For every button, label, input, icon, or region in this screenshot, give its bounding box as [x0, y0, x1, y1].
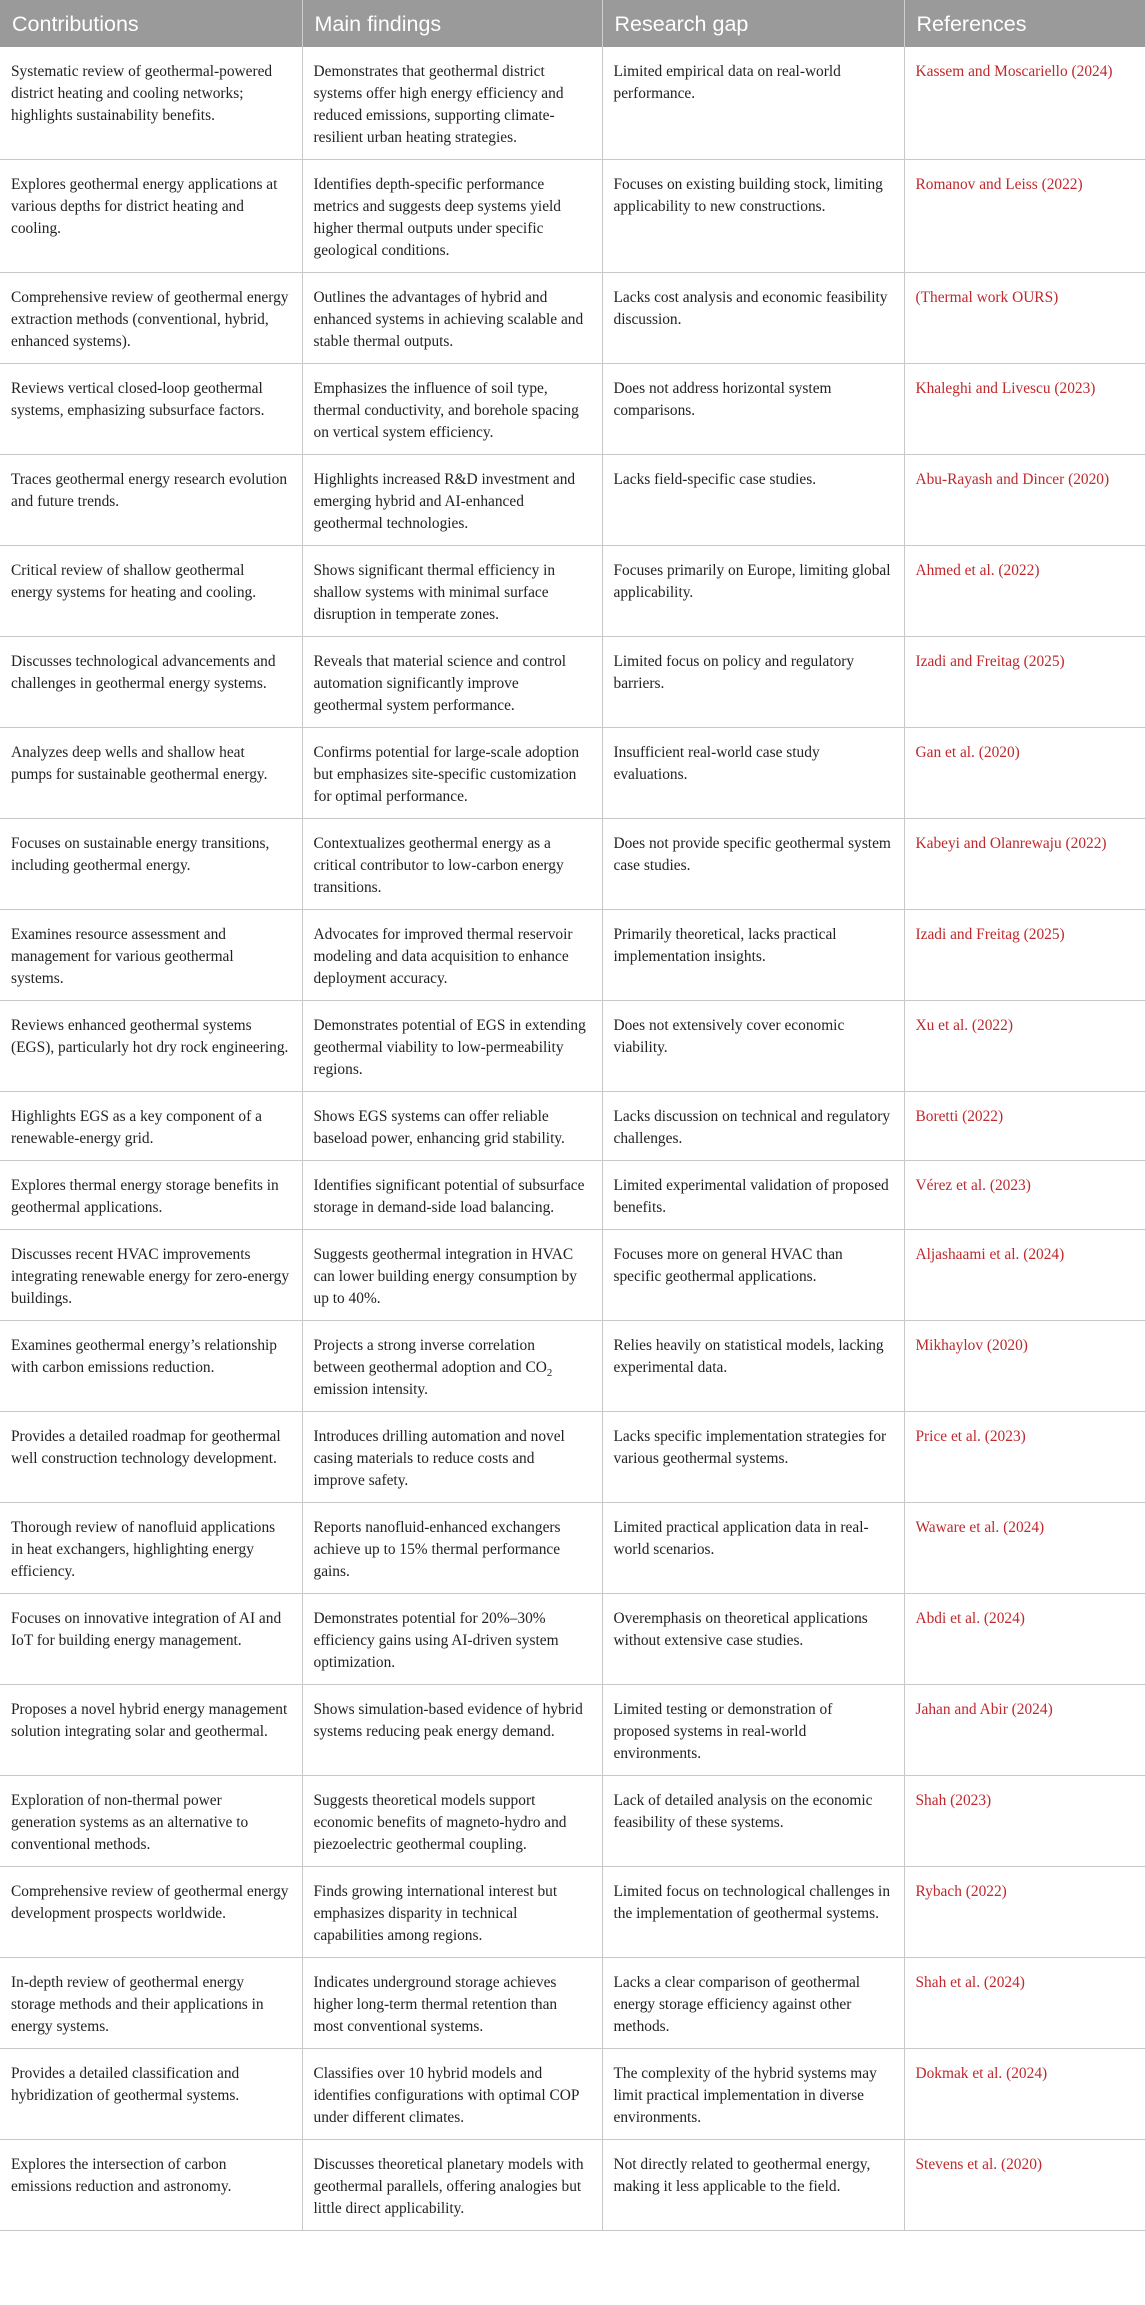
contribution-cell: Exploration of non-thermal power generation systems as an alternative to conventional methods.	[0, 1776, 302, 1867]
research-gap-cell: Insufficient real-world case study evaluations.	[602, 728, 904, 819]
research-gap-cell: Limited practical application data in real-world scenarios.	[602, 1503, 904, 1594]
research-gap-cell: Lacks cost analysis and economic feasibility discussion.	[602, 273, 904, 364]
table-row	[0, 1161, 1145, 1230]
research-gap-cell: Lacks field-specific case studies.	[602, 455, 904, 546]
header-references: References	[904, 0, 1145, 47]
table-row	[0, 2140, 1145, 2231]
reference-link[interactable]: Abu-Rayash and Dincer (2020)	[904, 455, 1145, 546]
research-gap-cell: Focuses on existing building stock, limiting applicability to new constructions.	[602, 160, 904, 273]
main-finding-cell: Demonstrates that geothermal district systems offer high energy efficiency and reduced emissions, supporting climate-resilient urban heating strategies.	[302, 47, 602, 160]
reference-link[interactable]: Stevens et al. (2020)	[904, 2140, 1145, 2231]
table-row	[0, 1867, 1145, 1958]
contribution-cell: Examines geothermal energy’s relationship with carbon emissions reduction.	[0, 1321, 302, 1412]
main-finding-cell: Discusses theoretical planetary models with geothermal parallels, offering analogies but little direct applicability.	[302, 2140, 602, 2231]
main-finding-cell: Introduces drilling automation and novel casing materials to reduce costs and improve safety.	[302, 1412, 602, 1503]
research-gap-cell: Lacks specific implementation strategies for various geothermal systems.	[602, 1412, 904, 1503]
table-row	[0, 1001, 1145, 1092]
main-finding-cell: Identifies depth-specific performance metrics and suggests deep systems yield higher thermal outputs under specific geological conditions.	[302, 160, 602, 273]
table-row	[0, 273, 1145, 364]
main-finding-cell: Suggests geothermal integration in HVAC can lower building energy consumption by up to 40%.	[302, 1230, 602, 1321]
table-header	[0, 0, 1145, 47]
header-main-findings: Main findings	[302, 0, 602, 47]
reference-link[interactable]: (Thermal work OURS)	[904, 273, 1145, 364]
table-row	[0, 47, 1145, 160]
reference-link[interactable]: Vérez et al. (2023)	[904, 1161, 1145, 1230]
research-gap-cell: Overemphasis on theoretical applications without extensive case studies.	[602, 1594, 904, 1685]
table-row	[0, 1776, 1145, 1867]
research-gap-cell: Does not extensively cover economic viability.	[602, 1001, 904, 1092]
research-gap-cell: Does not address horizontal system comparisons.	[602, 364, 904, 455]
main-finding-cell: Emphasizes the influence of soil type, thermal conductivity, and borehole spacing on vertical system efficiency.	[302, 364, 602, 455]
reference-link[interactable]: Kassem and Moscariello (2024)	[904, 47, 1145, 160]
main-finding-cell: Projects a strong inverse correlation between geothermal adoption and $CO_2$ emission intensity.	[302, 1321, 602, 1412]
research-gap-cell: Limited focus on technological challenges in the implementation of geothermal systems.	[602, 1867, 904, 1958]
table-row	[0, 546, 1145, 637]
contribution-cell: Provides a detailed roadmap for geothermal well construction technology development.	[0, 1412, 302, 1503]
main-finding-cell: Classifies over 10 hybrid models and identifies configurations with optimal COP under different climates.	[302, 2049, 602, 2140]
contribution-cell: Explores geothermal energy applications at various depths for district heating and cooling.	[0, 160, 302, 273]
contribution-cell: Comprehensive review of geothermal energy extraction methods (conventional, hybrid, enhanced systems).	[0, 273, 302, 364]
table-row	[0, 1503, 1145, 1594]
reference-link[interactable]: Xu et al. (2022)	[904, 1001, 1145, 1092]
research-gap-cell: Relies heavily on statistical models, lacking experimental data.	[602, 1321, 904, 1412]
reference-link[interactable]: Kabeyi and Olanrewaju (2022)	[904, 819, 1145, 910]
table-row	[0, 1958, 1145, 2049]
reference-link[interactable]: Aljashaami et al. (2024)	[904, 1230, 1145, 1321]
contribution-cell: In-depth review of geothermal energy storage methods and their applications in energy systems.	[0, 1958, 302, 2049]
reference-link[interactable]: Abdi et al. (2024)	[904, 1594, 1145, 1685]
research-gap-cell: Primarily theoretical, lacks practical implementation insights.	[602, 910, 904, 1001]
reference-link[interactable]: Waware et al. (2024)	[904, 1503, 1145, 1594]
reference-link[interactable]: Romanov and Leiss (2022)	[904, 160, 1145, 273]
contribution-cell: Explores thermal energy storage benefits in geothermal applications.	[0, 1161, 302, 1230]
main-finding-cell: Finds growing international interest but emphasizes disparity in technical capabilities among regions.	[302, 1867, 602, 1958]
contribution-cell: Proposes a novel hybrid energy management solution integrating solar and geothermal.	[0, 1685, 302, 1776]
reference-link[interactable]: Price et al. (2023)	[904, 1412, 1145, 1503]
contribution-cell: Focuses on sustainable energy transitions, including geothermal energy.	[0, 819, 302, 910]
reference-link[interactable]: Khaleghi and Livescu (2023)	[904, 364, 1145, 455]
reference-link[interactable]: Rybach (2022)	[904, 1867, 1145, 1958]
main-finding-cell: Indicates underground storage achieves higher long-term thermal retention than most conventional systems.	[302, 1958, 602, 2049]
contribution-cell: Traces geothermal energy research evolution and future trends.	[0, 455, 302, 546]
contribution-cell: Examines resource assessment and management for various geothermal systems.	[0, 910, 302, 1001]
table-row	[0, 637, 1145, 728]
table-row	[0, 910, 1145, 1001]
main-finding-cell: Highlights increased R&D investment and emerging hybrid and AI-enhanced geothermal technologies.	[302, 455, 602, 546]
table-row	[0, 728, 1145, 819]
contribution-cell: Reviews enhanced geothermal systems (EGS), particularly hot dry rock engineering.	[0, 1001, 302, 1092]
research-gap-cell: Focuses more on general HVAC than specific geothermal applications.	[602, 1230, 904, 1321]
main-finding-cell: Advocates for improved thermal reservoir modeling and data acquisition to enhance deployment accuracy.	[302, 910, 602, 1001]
reference-link[interactable]: Boretti (2022)	[904, 1092, 1145, 1161]
research-gap-cell: Lacks a clear comparison of geothermal energy storage efficiency against other methods.	[602, 1958, 904, 2049]
main-finding-cell: Demonstrates potential for 20%–30% efficiency gains using AI-driven system optimization.	[302, 1594, 602, 1685]
main-finding-cell: Reports nanofluid-enhanced exchangers achieve up to 15% thermal performance gains.	[302, 1503, 602, 1594]
main-finding-cell: Identifies significant potential of subsurface storage in demand-side load balancing.	[302, 1161, 602, 1230]
research-gap-cell: Lack of detailed analysis on the economic feasibility of these systems.	[602, 1776, 904, 1867]
main-finding-cell: Suggests theoretical models support economic benefits of magneto-hydro and piezoelectric geothermal coupling.	[302, 1776, 602, 1867]
main-finding-cell: Shows significant thermal efficiency in shallow systems with minimal surface disruption in temperate zones.	[302, 546, 602, 637]
contribution-cell: Reviews vertical closed-loop geothermal systems, emphasizing subsurface factors.	[0, 364, 302, 455]
header-row	[0, 0, 1145, 47]
reference-link[interactable]: Dokmak et al. (2024)	[904, 2049, 1145, 2140]
reference-link[interactable]: Izadi and Freitag (2025)	[904, 637, 1145, 728]
table-row	[0, 1594, 1145, 1685]
contribution-cell: Analyzes deep wells and shallow heat pumps for sustainable geothermal energy.	[0, 728, 302, 819]
contribution-cell: Explores the intersection of carbon emissions reduction and astronomy.	[0, 2140, 302, 2231]
contribution-cell: Focuses on innovative integration of AI and IoT for building energy management.	[0, 1594, 302, 1685]
table-row	[0, 364, 1145, 455]
table-row	[0, 160, 1145, 273]
contribution-cell: Systematic review of geothermal-powered district heating and cooling networks; highlights sustainability benefits.	[0, 47, 302, 160]
table-row	[0, 1321, 1145, 1412]
table-body	[0, 47, 1145, 2231]
research-gap-cell: Limited experimental validation of proposed benefits.	[602, 1161, 904, 1230]
contribution-cell: Provides a detailed classification and hybridization of geothermal systems.	[0, 2049, 302, 2140]
main-finding-cell: Confirms potential for large-scale adoption but emphasizes site-specific customization for optimal performance.	[302, 728, 602, 819]
reference-link[interactable]: Shah (2023)	[904, 1776, 1145, 1867]
contribution-cell: Discusses recent HVAC improvements integrating renewable energy for zero-energy buildings.	[0, 1230, 302, 1321]
reference-link[interactable]: Jahan and Abir (2024)	[904, 1685, 1145, 1776]
research-gap-cell: Not directly related to geothermal energy, making it less applicable to the field.	[602, 2140, 904, 2231]
contribution-cell: Comprehensive review of geothermal energy development prospects worldwide.	[0, 1867, 302, 1958]
table-row	[0, 1230, 1145, 1321]
research-gap-cell: The complexity of the hybrid systems may limit practical implementation in diverse environments.	[602, 2049, 904, 2140]
main-finding-cell: Shows simulation-based evidence of hybrid systems reducing peak energy demand.	[302, 1685, 602, 1776]
contribution-cell: Discusses technological advancements and challenges in geothermal energy systems.	[0, 637, 302, 728]
research-gap-cell: Focuses primarily on Europe, limiting global applicability.	[602, 546, 904, 637]
research-gap-cell: Lacks discussion on technical and regulatory challenges.	[602, 1092, 904, 1161]
main-finding-cell: Contextualizes geothermal energy as a critical contributor to low-carbon energy transitions.	[302, 819, 602, 910]
table-row	[0, 1412, 1145, 1503]
table-row	[0, 2049, 1145, 2140]
reference-link[interactable]: Gan et al. (2020)	[904, 728, 1145, 819]
research-gap-cell: Does not provide specific geothermal system case studies.	[602, 819, 904, 910]
table-row	[0, 455, 1145, 546]
main-finding-cell: Outlines the advantages of hybrid and enhanced systems in achieving scalable and stable thermal outputs.	[302, 273, 602, 364]
table-row	[0, 1092, 1145, 1161]
header-contributions: Contributions	[0, 0, 302, 47]
reference-link[interactable]: Shah et al. (2024)	[904, 1958, 1145, 2049]
main-finding-cell: Reveals that material science and control automation significantly improve geothermal system performance.	[302, 637, 602, 728]
main-finding-cell: Demonstrates potential of EGS in extending geothermal viability to low-permeability regions.	[302, 1001, 602, 1092]
research-gap-cell: Limited focus on policy and regulatory barriers.	[602, 637, 904, 728]
reference-link[interactable]: Ahmed et al. (2022)	[904, 546, 1145, 637]
research-gap-cell: Limited testing or demonstration of proposed systems in real-world environments.	[602, 1685, 904, 1776]
contribution-cell: Thorough review of nanofluid applications in heat exchangers, highlighting energy efficiency.	[0, 1503, 302, 1594]
header-research-gap: Research gap	[602, 0, 904, 47]
contribution-cell: Highlights EGS as a key component of a renewable-energy grid.	[0, 1092, 302, 1161]
contribution-cell: Critical review of shallow geothermal energy systems for heating and cooling.	[0, 546, 302, 637]
reference-link[interactable]: Mikhaylov (2020)	[904, 1321, 1145, 1412]
table-row	[0, 819, 1145, 910]
main-finding-cell: Shows EGS systems can offer reliable baseload power, enhancing grid stability.	[302, 1092, 602, 1161]
table-row	[0, 1685, 1145, 1776]
reference-link[interactable]: Izadi and Freitag (2025)	[904, 910, 1145, 1001]
research-gap-cell: Limited empirical data on real-world performance.	[602, 47, 904, 160]
